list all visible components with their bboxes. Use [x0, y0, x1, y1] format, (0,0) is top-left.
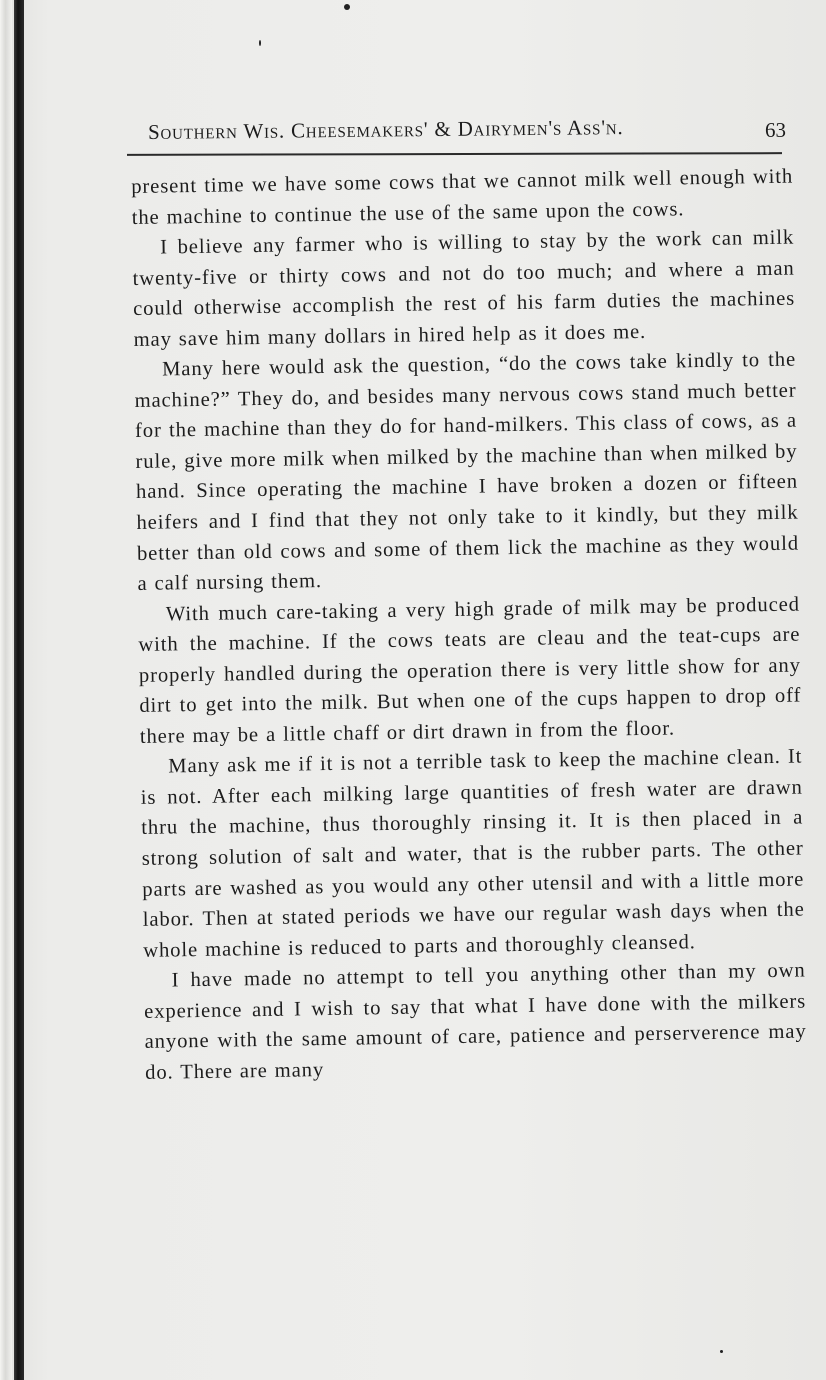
ink-speck — [720, 1350, 723, 1353]
paragraph: I believe any farmer who is willing to stay by the work can milk twenty-five or thirty cows and not do too much; and where a man could otherwise accomplish the rest of his farm duties the machines may save him many dollars in hired help as it does me. — [132, 226, 796, 351]
paragraph: With much care-taking a very high grade of milk may be produced with the machine. If the cows teats are cleau and the teat-cups are properly handled during the operation there is very little show for any dirt to get into the milk. But when one of the cups happen to drop off there may be a little chaff or dirt drawn in from the floor. — [138, 593, 802, 748]
paragraph: Many ask me if it is not a terrible task to keep the machine clean. It is not. After each milking large quantities of fresh water are drawn thru the machine, thus thoroughly rinsing it. It is then placed in a strong solution of salt and water, that is the rubber parts. The other parts are washed as you would any other utensil and with a little more labor. Then at stated periods we have our regular wash days when the whole machine is reduced to parts and thoroughly cleansed. — [140, 745, 805, 962]
running-head — [148, 112, 798, 152]
page-gutter — [0, 0, 12, 1380]
binding-edge — [14, 0, 24, 1380]
header-rule — [127, 152, 782, 156]
paragraph-continued: present time we have some cows that we cannot milk well enough with the machine to continue the use of the same upon the cows. — [131, 165, 794, 229]
ink-speck — [259, 40, 261, 46]
running-head-title: Southern Wis. Cheesemakers' & Dairymen's Ass'n. — [147, 115, 624, 144]
ink-speck — [344, 4, 350, 10]
page-number: 63 — [765, 118, 786, 142]
paragraph: Many here would ask the question, “do the cows take kindly to the machine?” They do, and besides many nervous cows stand much better for the machine than they do for hand-milkers. This class of cows, as a rule, give more milk when milked by the machine than when milked by hand. Since operating the machine I have broken a dozen or fifteen heifers and I find that they not only take to it kindly, but they milk better than old cows and some of them lick the machine as they would a calf nursing them. — [134, 348, 800, 596]
paragraph: I have made no attempt to tell you anything other than my own experience and I wish to say that what I have done with the milkers anyone with the same amount of care, patience and perserverence may do. There are many — [144, 959, 807, 1084]
body-text — [131, 162, 807, 1089]
